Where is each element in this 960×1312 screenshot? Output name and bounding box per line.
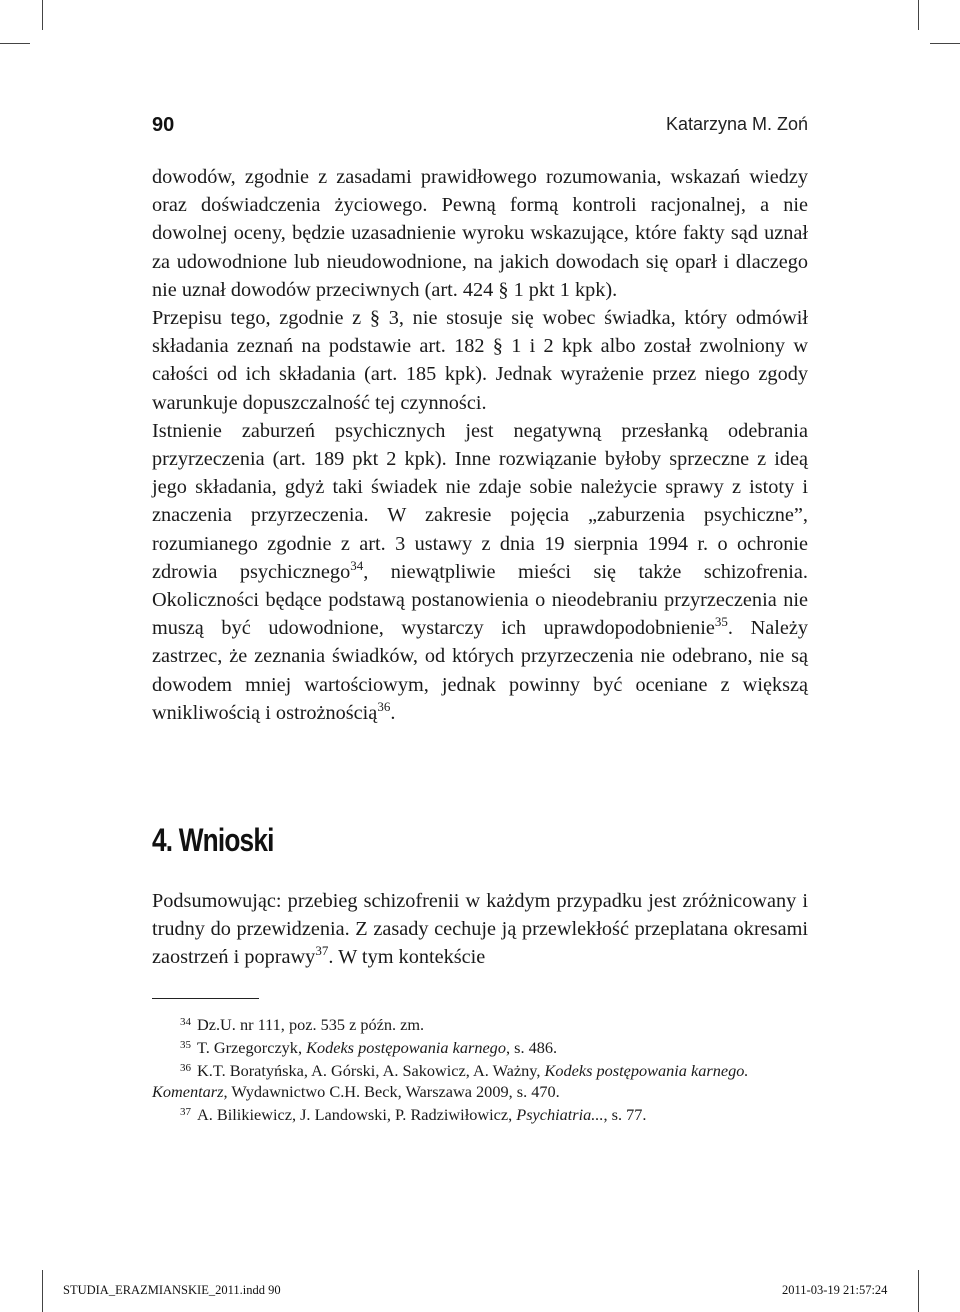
body-text-upper [152,163,808,727]
footnote-separator [152,998,259,999]
footnote: $^{35}$ T. Grzegorczyk, Kodeks postępowania karnego, s. 486. [180,1038,558,1057]
footnote-ref[interactable]: 36 [377,698,391,714]
paragraph: Przepisu tego, zgodnie z § 3, nie stosuje się wobec świadka, który odmówił składania zeznań na podstawie art. 182 § 1 i 2 kpk albo został zwolniony w całości od ich składania (art. 185 kpk). Jednak wyrażenie przez niego zgody warunkuje dopuszczalność tej czynności. [152,307,808,414]
footnote-number: 37 [180,1106,191,1118]
crop-mark [42,1270,43,1312]
running-header [152,114,808,144]
footnotes [152,1012,808,1125]
crop-mark [918,1270,919,1312]
slug-filename: STUDIA_ERAZMIANSKIE_2011.indd 90 [63,1283,281,1297]
paragraph: Podsumowując: przebieg schizofrenii w każdym przypadku jest zróżnicowany i trudny do przewidzenia. Z zasady cechuje ją przewlekłość przeplatana okresami zaostrzeń i poprawy$^{37}$. W tym kontekście [152,890,808,969]
crop-mark [0,43,30,44]
footnote-number: 34 [180,1016,191,1028]
footnote: $^{37}$ A. Bilikiewicz, J. Landowski, P. Radziwiłowicz, Psychiatria..., s. 77. [180,1105,647,1124]
page-number: 90 [152,114,175,136]
footnote-number: 36 [180,1062,191,1074]
footnote: $^{34}$ Dz.U. nr 111, poz. 535 z późn. zm. [180,1015,425,1034]
footnote-ref[interactable]: 34 [350,557,364,573]
slug-datetime: 2011-03-19 21:57:24 [782,1283,888,1297]
footnote-number: 35 [180,1039,191,1051]
crop-mark [918,0,919,30]
section-heading: 4. Wnioski [152,822,274,858]
footnote-ref[interactable]: 37 [315,943,329,959]
footnote-ref[interactable]: 35 [714,614,728,630]
paragraph: dowodów, zgodnie z zasadami prawidłowego rozumowania, wskazań wiedzy oraz doświadczenia życiowego. Pewną formą kontroli racjonalnej, a nie dowolnej oceny, będzie uzasadnienie wyroku wskazujące, które fakty sąd uznał za udowodnione lub nieudowodnione, na jakich dowodach się oparł i dlaczego nie uznał dowodów przeciwnych (art. 424 § 1 pkt 1 kpk). [152,166,808,301]
body-text-lower [152,887,808,972]
crop-mark [930,43,960,44]
crop-mark [42,0,43,30]
running-author: Katarzyna M. Zoń [665,114,808,134]
paragraph: Istnienie zaburzeń psychicznych jest negatywną przesłanką odebrania przyrzeczenia (art. 189 pkt 2 kpk). Inne rozwiązanie byłoby sprzeczne z ideą jego składania, gdyż taki świadek nie zdaje sobie należycie sprawy z istoty i znaczenia przyrzeczenia. W zakresie pojęcia „zaburzenia psychiczne”, rozumianego zgodnie z art. 3 ustawy z dnia 19 sierpnia 1994 r. o ochronie zdrowia psychicznego$^{34}$, niewątpliwie mieści się także schizofrenia. Okoliczności będące podstawą postanowienia o nieodebraniu przyrzeczenia nie muszą być udowodnione, wystarczy ich uprawdopodobnienie$^{35}$. Należy zastrzec, że zeznania świadków, od których przyrzeczenia nie odebrano, nie są dowodem mniej wartościowym, jednak powinny być oceniane z większą wnikliwością i ostrożnością$^{36}$. [152,419,808,724]
footnote: $^{36}$ K.T. Boratyńska, A. Górski, A. Sakowicz, A. Ważny, Kodeks postępowania karnego. Komentarz, Wydawnictwo C.H. Beck, Warszawa 2009, s. 470. [152,1061,749,1101]
